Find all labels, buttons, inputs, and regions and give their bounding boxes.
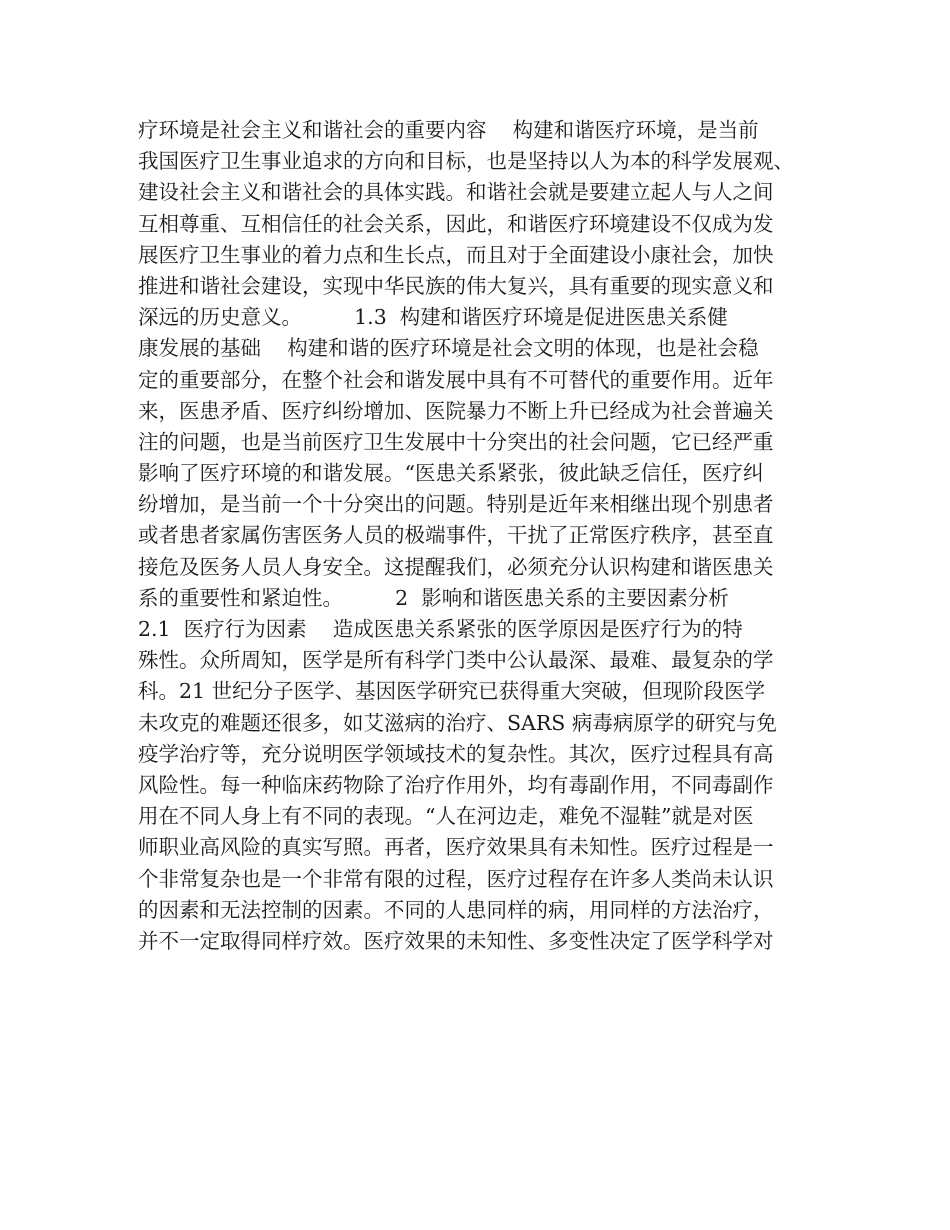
text-line: 来，医患矛盾、医疗纠纷增加、医院暴力不断上升已经成为社会普遍关 bbox=[138, 398, 774, 423]
text-line: 师职业高风险的真实写照。再者，医疗效果具有未知性。医疗过程是一 bbox=[138, 835, 774, 860]
text-line: 殊性。众所周知，医学是所有科学门类中公认最深、最难、最复杂的学 bbox=[138, 648, 774, 673]
text-line: 未攻克的难题还很多，如艾滋病的治疗、SARS 病毒病原学的研究与免 bbox=[138, 710, 777, 735]
text-line: 推进和谐社会建设，实现中华民族的伟大复兴，具有重要的现实意义和 bbox=[138, 273, 774, 298]
text-line: 用在不同人身上有不同的表现。“人在河边走，难免不湿鞋”就是对医 bbox=[138, 804, 754, 829]
text-line: 建设社会主义和谐社会的具体实践。和谐社会就是要建立起人与人之间 bbox=[138, 180, 774, 205]
text-line: 风险性。每一种临床药物除了治疗作用外，均有毒副作用，不同毒副作 bbox=[138, 772, 774, 797]
text-line: 展医疗卫生事业的着力点和生长点，而且对于全面建设小康社会，加快 bbox=[138, 242, 774, 267]
text-line: 系的重要性和紧迫性。 2 影响和谐医患关系的主要因素分析 bbox=[138, 585, 729, 610]
text-line: 注的问题，也是当前医疗卫生发展中十分突出的社会问题，它已经严重 bbox=[138, 429, 774, 454]
body-text bbox=[138, 115, 828, 957]
text-line: 定的重要部分，在整个社会和谐发展中具有不可替代的重要作用。近年 bbox=[138, 367, 774, 392]
text-line: 的因素和无法控制的因素。不同的人患同样的病，用同样的方法治疗， bbox=[138, 897, 774, 922]
text-line: 影响了医疗环境的和谐发展。“医患关系紧张，彼此缺乏信任，医疗纠 bbox=[138, 461, 764, 486]
text-line: 2.1 医疗行为因素 造成医患关系紧张的医学原因是医疗行为的特 bbox=[138, 617, 743, 641]
text-line: 疗环境是社会主义和谐社会的重要内容 构建和谐医疗环境，是当前 bbox=[138, 118, 759, 142]
text-line: 科。21 世纪分子医学、基因医学研究已获得重大突破，但现阶段医学 bbox=[138, 679, 766, 704]
text-line: 疫学治疗等，充分说明医学领域技术的复杂性。其次，医疗过程具有高 bbox=[138, 741, 774, 766]
text-line: 个非常复杂也是一个非常有限的过程，医疗过程存在许多人类尚未认识 bbox=[138, 866, 774, 891]
text-line: 或者患者家属伤害医务人员的极端事件，干扰了正常医疗秩序，甚至直 bbox=[138, 523, 774, 548]
text-line: 我国医疗卫生事业追求的方向和目标，也是坚持以人为本的科学发展观、 bbox=[138, 149, 794, 174]
text-line: 接危及医务人员人身安全。这提醒我们，必须充分认识构建和谐医患关 bbox=[138, 554, 774, 579]
text-line: 并不一定取得同样疗效。医疗效果的未知性、多变性决定了医学科学对 bbox=[138, 928, 774, 953]
text-line: 纷增加，是当前一个十分突出的问题。特别是近年来相继出现个别患者 bbox=[138, 492, 774, 517]
text-line: 深远的历史意义。 1.3 构建和谐医疗环境是促进医患关系健 bbox=[138, 305, 728, 330]
text-line: 康发展的基础 构建和谐的医疗环境是社会文明的体现，也是社会稳 bbox=[138, 336, 759, 361]
text-line: 互相尊重、互相信任的社会关系，因此，和谐医疗环境建设不仅成为发 bbox=[138, 211, 774, 236]
